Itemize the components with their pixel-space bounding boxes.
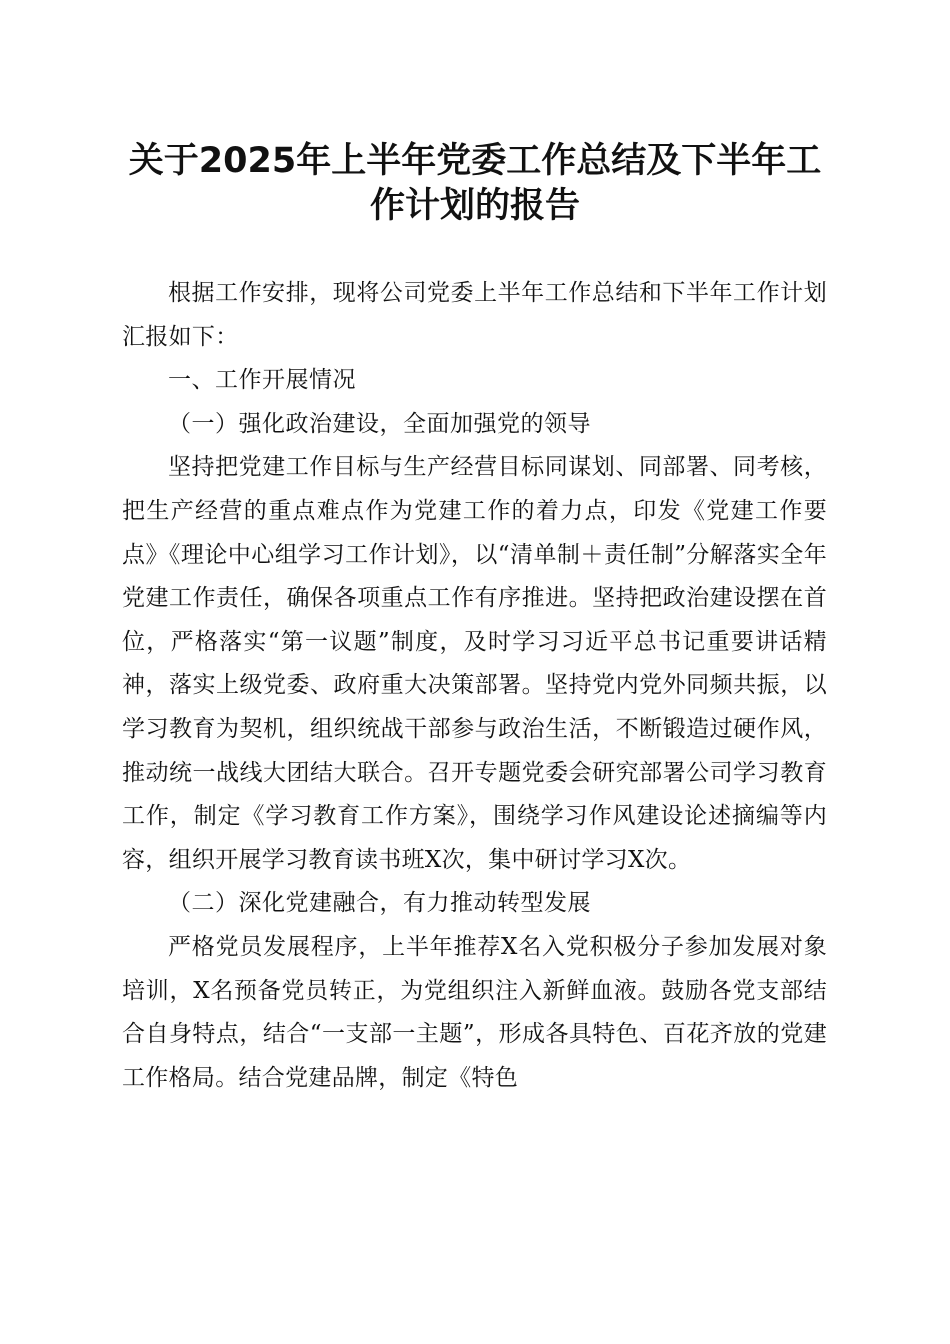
document-title-line-1: 关于2025年上半年党委工作总结及下半年工 — [128, 141, 822, 181]
document-body — [122, 272, 827, 1100]
intro-paragraph: 根据工作安排，现将公司党委上半年工作总结和下半年工作计划汇报如下： — [122, 280, 827, 350]
document-title-line-2: 作计划的报告 — [369, 186, 580, 226]
section-heading-1: 一、工作开展情况 — [168, 367, 356, 394]
subsection-2-paragraph: 严格党员发展程序，上半年推荐X名入党积极分子参加发展对象培训，X名预备党员转正，为党组织注入新鲜血液。鼓励各党支部结合自身特点，结合“一支部一主题”，形成各具特色、百花齐放的党建工作格局。结合党建品牌，制定《特色 — [122, 933, 827, 1091]
subsection-1-paragraph: 坚持把党建工作目标与生产经营目标同谋划、同部署、同考核，把生产经营的重点难点作为党建工作的着力点，印发《党建工作要点》《理论中心组学习工作计划》，以“清单制＋责任制”分解落实全年党建工作责任，确保各项重点工作有序推进。坚持把政治建设摆在首位，严格落实“第一议题”制度，及时学习习近平总书记重要讲话精神，落实上级党委、政府重大决策部署。坚持党内党外同频共振，以学习教育为契机，组织统战干部参与政治生活，不断锻造过硬作风，推动统一战线大团结大联合。召开专题党委会研究部署公司学习教育工作，制定《学习教育工作方案》，围绕学习作风建设论述摘编等内容，组织开展学习教育读书班X次，集中研讨学习X次。 — [122, 454, 827, 873]
subsection-heading-2: （二）深化党建融合，有力推动转型发展 — [168, 890, 591, 917]
subsection-heading-1: （一）强化政治建设，全面加强党的领导 — [168, 410, 591, 437]
